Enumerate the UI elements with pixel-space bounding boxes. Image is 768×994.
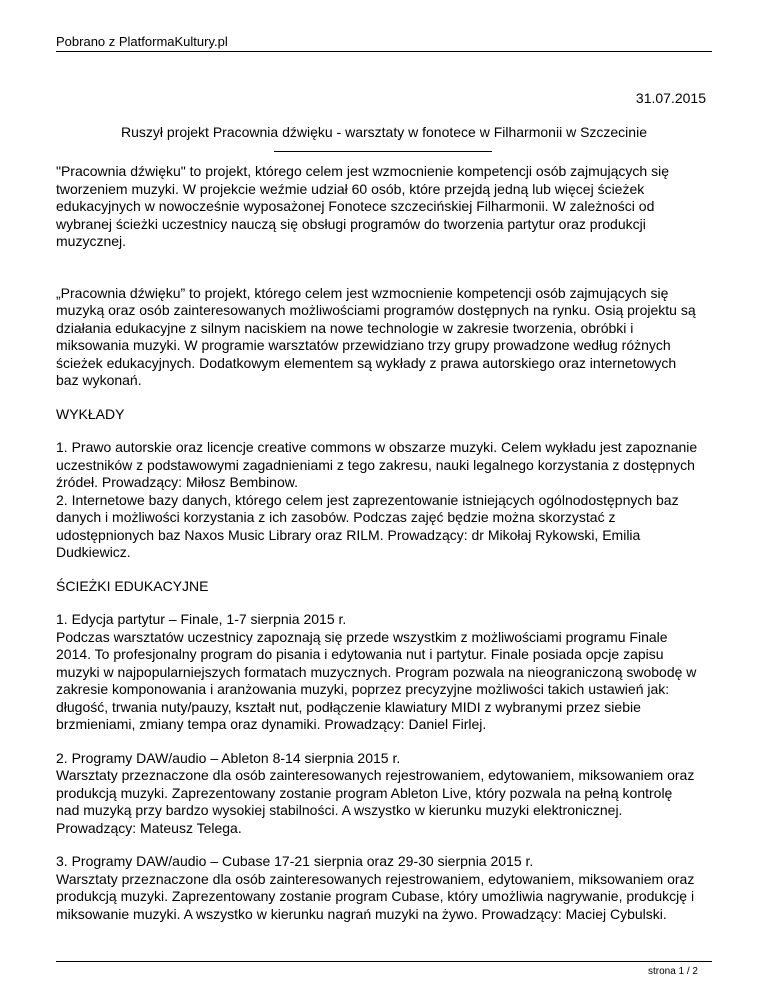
publication-date: 31.07.2015 bbox=[635, 90, 706, 106]
article-body bbox=[56, 163, 712, 923]
paths-heading: ŚCIEŻKI EDUKACYJNE bbox=[56, 577, 209, 594]
page-header-source: Pobrano z PlatformaKultury.pl bbox=[56, 34, 228, 49]
lectures-list: 1. Prawo autorskie oraz licencje creative commons w obszarze muzyki. Celem wykładu jest zapoznanie uczestników z podstawowymi zagadnieniami z tego zakresu, nauki legalnego korzystania z dostępnych źródeł. Prowadzący: Miłosz Bembinow. 2. Internetowe bazy danych, którego celem jest zaprezentowanie istniejących ogólnodostępnych baz danych i możliwości korzystania z ich zasobów. Podczas zajęć będzie można skorzystać z udostępnionych baz Naxos Music Library oraz RILM. Prowadzący: dr Mikołaj Rykowski, Emilia Dudkiewicz. bbox=[56, 439, 698, 560]
path-1-finale: 1. Edycja partytur – Finale, 1-7 sierpnia 2015 r. Podczas warsztatów uczestnicy zapoznają się przede wszystkim z możliwościami programu Finale 2014. To profesjonalny program do pisania i edytowania nut i partytur. Finale posiada opcje zapisu muzyki w najpopularniejszych formatach muzycznych. Program pozwala na nieograniczoną swobodę w zakresie komponowania i aranżowania muzyki, poprzez precyzyjne możliwości takich ustawień jak: długość, trwania nuty/pauzy, kształt nut, podłączenie klawiatury MIDI z wybranymi przez siebie brzmieniami, zmiany tempa oraz dynamiki. Prowadzący: Daniel Firlej. bbox=[56, 611, 697, 732]
article-title: Ruszył projekt Pracownia dźwięku - warsztaty w fonotece w Filharmonii w Szczecinie bbox=[121, 124, 647, 140]
footer-divider bbox=[56, 961, 712, 962]
title-divider bbox=[274, 151, 492, 152]
intro-paragraph: "Pracownia dźwięku" to projekt, którego celem jest wzmocnienie kompetencji osób zajmujących się tworzeniem muzyki. W projekcie weźmie udział 60 osób, które przejdą jedną lub więcej ścieżek edukacyjnych w nowocześnie wyposażonej Fonotece szczecińskiej Filharmonii. W zależności od wybranej ścieżki uczestnicy nauczą się obsługi programów do tworzenia partytur oraz produkcji muzycznej. bbox=[56, 163, 669, 249]
header-divider bbox=[56, 51, 712, 52]
project-description-paragraph: „Pracownia dźwięku” to projekt, którego celem jest wzmocnienie kompetencji osób zajmujących się muzyką oraz osób zainteresowanych możliwościami programów dostępnych na rynku. Osią projektu są działania edukacyjne z silnym naciskiem na nowe technologie w zakresie tworzenia, obróbki i miksowania muzyki. W programie warsztatów przewidziano trzy grupy prowadzone według różnych ścieżek edukacyjnych. Dodatkowym elementem są wykłady z prawa autorskiego oraz internetowych baz wykonań. bbox=[56, 284, 696, 388]
path-3-cubase: 3. Programy DAW/audio – Cubase 17-21 sierpnia oraz 29-30 sierpnia 2015 r. Warsztaty przeznaczone dla osób zainteresowanych rejestrowaniem, edytowaniem, miksowaniem oraz produkcją muzyki. Zaprezentowany zostanie program Cubase, który umożliwia nagrywanie, produkcję i miksowanie muzyki. A wszystko w kierunku nagrań muzyki na żywo. Prowadzący: Maciej Cybulski. bbox=[56, 853, 695, 922]
page-number: strona 1 / 2 bbox=[647, 966, 698, 977]
path-2-ableton: 2. Programy DAW/audio – Ableton 8-14 sierpnia 2015 r. Warsztaty przeznaczone dla osób zainteresowanych rejestrowaniem, edytowaniem, miksowaniem oraz produkcją muzyki. Zaprezentowany zostanie program Ableton Live, który pozwala na pełną kontrolę nad muzyką przy bardzo wysokiej stabilności. A wszystko w kierunku muzyki elektronicznej. Prowadzący: Mateusz Telega. bbox=[56, 749, 695, 836]
lectures-heading: WYKŁADY bbox=[56, 405, 125, 422]
